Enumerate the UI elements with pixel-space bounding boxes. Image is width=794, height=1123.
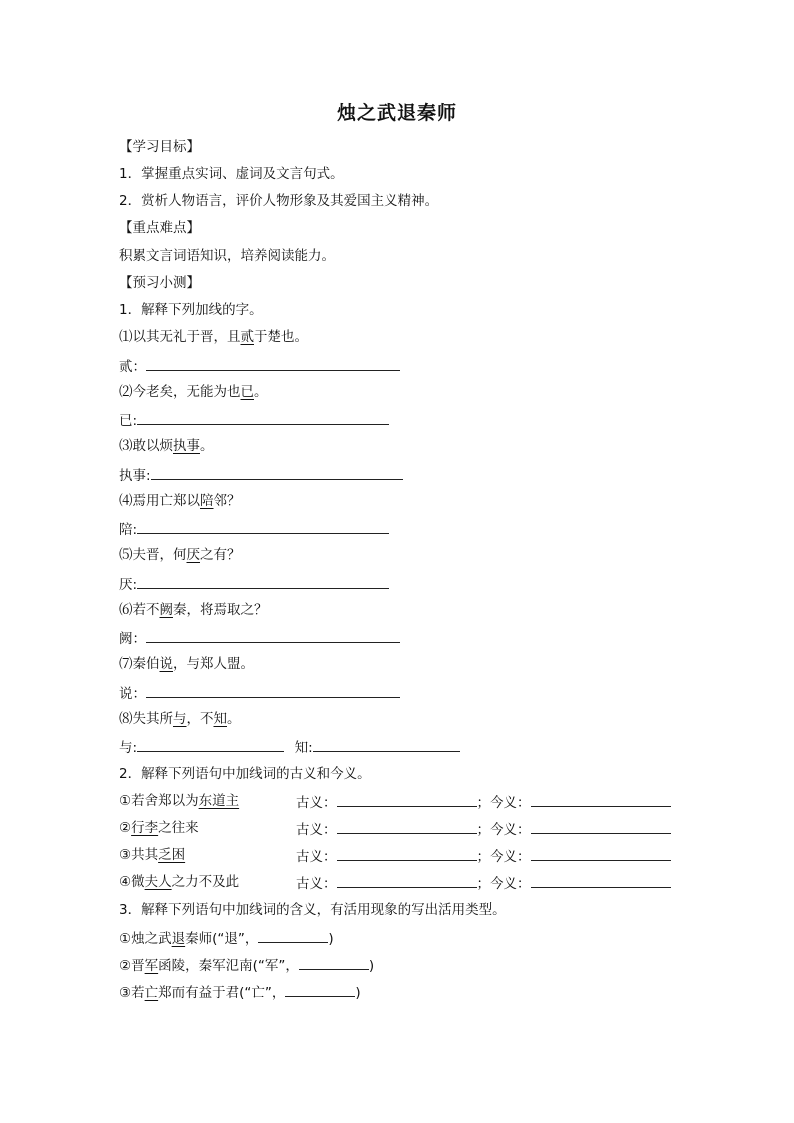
key-heading: 【重点难点】: [119, 220, 200, 236]
preview-heading: 【预习小测】: [119, 275, 200, 291]
q1-item-4: ⑷焉用亡郑以陪邻？: [119, 493, 241, 509]
q1-answer-4: [119, 519, 389, 539]
answer-blank[interactable]: [137, 574, 389, 589]
q1-item-1: ⑴以其无礼于晋，且贰于楚也。: [119, 329, 308, 345]
underlined-word: 厌: [186, 547, 200, 563]
q2-row-2: ②行李之往来 古义： ；今义：: [119, 819, 199, 837]
q2-row-4: ④微夫人之力不及此 古义： ；今义：: [119, 873, 239, 891]
q1-answer-1: [119, 356, 400, 376]
q1-item-3: ⑶敢以烦执事。: [119, 438, 214, 454]
gu-blank[interactable]: [337, 846, 477, 861]
goal-1: 1．掌握重点实词、虚词及文言句式。: [119, 166, 344, 182]
underlined-word: 军: [144, 958, 159, 974]
q2-prompt: 2．解释下列语句中加线词的古义和今义。: [119, 766, 371, 782]
underlined-word: 夫人: [144, 874, 172, 890]
q2-row-1: ①若舍郑以为东道主 古义： ；今义：: [119, 792, 239, 810]
q2-row-3: ③共其乏困 古义： ；今义：: [119, 846, 185, 864]
q3-row-2: ②晋军函陵，秦军氾南(“军”， ): [119, 955, 374, 975]
q1-item-7: ⑺秦伯说，与郑人盟。: [119, 656, 254, 672]
answer-label: 执事:: [119, 468, 151, 484]
underlined-word: 知: [213, 711, 227, 727]
q1-item-5: ⑸夫晋，何厌之有？: [119, 547, 241, 563]
answer-blank[interactable]: [285, 982, 355, 997]
answer-blank[interactable]: [146, 356, 400, 371]
jin-blank[interactable]: [531, 873, 671, 888]
underlined-word: 陪: [200, 493, 214, 509]
q3-row-1: ①烛之武退秦师(“退”， ): [119, 928, 334, 948]
underlined-word: 说: [159, 656, 173, 672]
q1-prompt: 1．解释下列加线的字。: [119, 302, 263, 318]
gu-blank[interactable]: [337, 819, 477, 834]
answer-label: 说：: [119, 686, 146, 702]
answer-label: 已:: [119, 413, 138, 429]
underlined-word: 行李: [131, 820, 159, 836]
answer-label: 贰：: [119, 359, 146, 375]
q1-item-2: ⑵今老矣，无能为也已。: [119, 384, 268, 400]
underlined-word: 乏困: [158, 847, 186, 863]
goal-2: 2．赏析人物语言，评价人物形象及其爱国主义精神。: [119, 193, 439, 209]
answer-blank[interactable]: [299, 955, 369, 970]
answer-label: 陪:: [119, 522, 138, 538]
answer-blank[interactable]: [137, 410, 389, 425]
answer-label: 厌:: [119, 577, 138, 593]
underlined-word: 贰: [240, 329, 254, 345]
q1-answer-2: [119, 410, 389, 430]
page-title: 烛之武退秦师: [336, 102, 457, 124]
gu-blank[interactable]: [337, 873, 477, 888]
answer-label: 阙：: [119, 631, 146, 647]
answer-blank[interactable]: [258, 928, 328, 943]
answer-blank[interactable]: [137, 737, 284, 752]
underlined-word: 阙: [159, 602, 173, 618]
q1-item-6: ⑹若不阙秦，将焉取之？: [119, 602, 268, 618]
underlined-word: 东道主: [198, 793, 240, 809]
underlined-word: 与: [173, 711, 187, 727]
jin-blank[interactable]: [531, 819, 671, 834]
underlined-word: 亡: [144, 985, 159, 1001]
answer-blank[interactable]: [146, 683, 400, 698]
q1-item-8: ⑻失其所与，不知。: [119, 711, 241, 727]
q3-prompt: 3．解释下列语句中加线词的含义，有活用现象的写出活用类型。: [119, 902, 506, 918]
answer-label: 与:: [119, 740, 138, 756]
q3-row-3: ③若亡郑而有益于君(“亡”， ): [119, 982, 361, 1002]
q1-answer-6: [119, 628, 400, 648]
answer-blank[interactable]: [137, 519, 389, 534]
jin-blank[interactable]: [531, 846, 671, 861]
underlined-word: 执事: [173, 438, 200, 454]
underlined-word: 已: [240, 384, 254, 400]
answer-blank[interactable]: [151, 465, 403, 480]
gu-blank[interactable]: [337, 792, 477, 807]
jin-blank[interactable]: [531, 792, 671, 807]
answer-blank[interactable]: [146, 628, 400, 643]
q1-answer-3: [119, 465, 403, 485]
q1-answer-7: [119, 683, 400, 703]
q1-answer-5: [119, 574, 389, 594]
answer-label: 知:: [294, 740, 313, 756]
q1-answer-8: [119, 737, 460, 757]
key-text: 积累文言词语知识，培养阅读能力。: [119, 248, 335, 264]
underlined-word: 退: [171, 931, 186, 947]
answer-blank[interactable]: [313, 737, 460, 752]
goals-heading: 【学习目标】: [119, 139, 200, 155]
